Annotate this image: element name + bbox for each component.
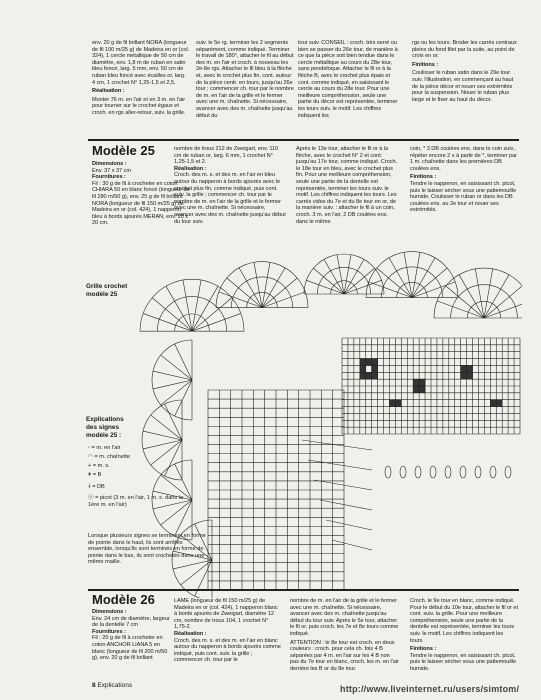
model25-realisation-heading: Réalisation : — [174, 165, 207, 172]
legend-text-b: = B — [92, 472, 102, 478]
top-col4-heading: Finitions : — [412, 61, 439, 68]
chart-picot — [490, 466, 496, 478]
legend-note: Lorsque plusieurs signes se terminent en forme de pointe dans le haut, ils sont arrêtés ensemble, lorsqu'ils sont terminés en forme de pointe dans le bas, ils sont crochetés dans une même maille. — [88, 533, 206, 566]
chain-symbol-icon: ◦ — [88, 445, 92, 451]
chart-filled-square — [413, 386, 419, 393]
page-number: 8 — [92, 682, 96, 689]
top-col-3 — [298, 40, 400, 121]
chart-fan-arc — [467, 301, 500, 318]
model26-supplies-heading: Fournitures : — [92, 628, 126, 635]
model25-col-2 — [174, 146, 286, 227]
chart-fan-stitch — [175, 500, 192, 536]
chart-filled-square — [372, 365, 378, 372]
chart-fan-stitch — [219, 292, 262, 308]
model26-col-1 — [92, 609, 174, 664]
chart-fan-arc — [304, 254, 384, 294]
chart-fan-stitch — [344, 280, 382, 294]
legend-text-picot: = picot (3 m. en l'air, 1 m. s. dans la 1ère m. en l'air) — [88, 495, 184, 508]
chart-fan-stitch — [437, 301, 484, 318]
chart-fan-arc — [175, 314, 210, 331]
model26-col4-p1: Croch. le 9e tour en blanc, comme indiqué. Pour le début du 10e tour, attacher le fil or et cont. suiv. la grille. Pour une meilleure compréhension, seule une partie de la dentelle est représentée, terminer les tours suiv. le motif. Les chiffres indiquent les tours. — [410, 598, 518, 644]
model26-col4-p2: Tendre le napperon, en saisissant ch. picot, puis le laisser sécher sous une pattemouille humide. — [410, 652, 517, 672]
page-footer — [92, 682, 132, 689]
grid-title-line2: modèle 25 — [86, 291, 118, 298]
model25-col-3 — [296, 146, 400, 227]
double-treble-symbol-icon: ⸸ — [88, 484, 93, 490]
section-divider-1 — [88, 139, 519, 141]
chart-picot — [505, 466, 511, 478]
chart-fan-arc — [142, 400, 182, 480]
model25-dimensions-heading: Dimensions : — [92, 161, 127, 167]
top-col3-p1: tour suiv. CONSEIL : croch. très serré ou bien se passer du 26e tour, de manière à ce que la pièce soit bien tendue dans le cercle métallique au cours du 28e tour, sans pendeloque. Attacher le fil or à la flèche B, avec le crochet plus épais et cont. comme indiqué, en saisissant le cercle au cours du 28e tour. Pour une meilleure compréhension, seule une partie du décor est représentée, terminer les tours suiv. le motif. Les chiffres indiquent les — [298, 40, 398, 119]
top-col4-p1: rgs ou les tours. Broder les carrés centraux pleins du fond filet par la suite, au point de croix en or. — [412, 40, 517, 60]
model25-title: Modèle 25 — [92, 143, 155, 158]
chart-picot — [415, 466, 421, 478]
model25-dimensions: Env. 37 x 37 cm — [92, 167, 131, 174]
chart-filled-square — [366, 359, 372, 366]
model26-realisation-heading: Réalisation : — [174, 630, 207, 637]
model26-finitions-heading: Finitions : — [410, 646, 437, 653]
legend-title-line1: Explications — [86, 416, 124, 423]
model26-supplies: Fil : 20 g de fil à crocheter en coton ANCHOR LIANA 5 en blanc (longueur de fil 200 m/50 g), env. 20 g de fil brillant — [92, 635, 168, 662]
top-col-2 — [196, 40, 294, 121]
top-col4-p2: Coulisser le ruban satin dans le 29e tour suiv. l'illustration, en commençant au haut de la pièce décor et nouer ses extrémités pour la suspension. Nouer le ruban plus large et le fixer au haut du décor. — [412, 70, 514, 103]
legend-text-sc: = m. s. — [92, 463, 110, 469]
chart-fan-stitch — [195, 560, 212, 596]
model25-col3-p1: Après le 13e tour, attacher le fil or à la flèche, avec le crochet N° 2 et cont. jusqu'au 17e tour, comme indiqué. Croch. le 18e tour en bleu, avec le crochet plus fin. Pour une meilleure compréhension, seule une partie de la dentelle est représentée, terminer les tours suiv. le motif. Les chiffres indiquent les tours. Les carrés vides du 7e et du 8e tour en or, de la manière suiv. : attacher le fil à un coin, croch. 3 m. en l'air, 2 DB coulées ens. dans le même — [296, 146, 398, 225]
chart-filled-square — [372, 359, 378, 366]
chart-filled-square — [461, 365, 467, 372]
section-name: Explications — [97, 682, 133, 689]
model25-col4-p1: coin, * 3 DB coulées ens. dans le coin suiv., répéter encore 2 x à partir de *, terminer par 1 m. chaînette dans les premières DB coulées ens. — [410, 146, 517, 172]
chart-filled-square — [467, 372, 473, 379]
chart-picot — [445, 466, 451, 478]
model25-col4-p2: Tendre le napperon, en saisissant ch. picot, puis le laisser sécher sous une pattemouille humide. Coulisser le ruban or dans les DB coulées ens. au 2e tour et nouer ses extrémités. — [410, 180, 517, 214]
model25-supplies: Fil : 30 g de fil à crocheter en coton CHIARA 50 en blanc foncé (longueur de fil 280 m/50 g), env. 25 g de fil brillant NORA (longueur de fil 150 m/25 g) de Madeira en or (col. 424), 1 napperon bleu à bords ajourés MERAN, env. 20 x 20 cm. — [92, 180, 190, 227]
chart-fan-stitch — [175, 464, 192, 500]
model26-title: Modèle 26 — [92, 592, 155, 607]
legend-title-line3: modèle 25 : — [86, 432, 122, 439]
top-col-4 — [412, 40, 518, 105]
model25-col-4 — [410, 146, 518, 216]
section-divider-2 — [88, 589, 519, 591]
chart-chain-line — [332, 540, 372, 550]
chart-fan-stitch — [262, 292, 305, 308]
model26-dimensions-heading: Dimensions : — [92, 609, 127, 615]
source-url: http://www.liveinternet.ru/users/simtom/ — [340, 684, 520, 694]
chart-fan-arc — [216, 262, 308, 308]
chart-fan-stitch — [143, 313, 192, 331]
chart-fan-arc — [140, 279, 244, 331]
chart-filled-square — [419, 379, 425, 386]
chart-filled-square — [467, 365, 473, 372]
chart-chain-line — [320, 500, 372, 510]
chart-fan-arc — [331, 281, 358, 294]
top-col-1 — [92, 40, 190, 119]
chart-filled-square — [419, 386, 425, 393]
chart-picot — [400, 466, 406, 478]
model26-col-3 — [290, 598, 400, 675]
legend-title-line2: des signes — [86, 424, 120, 431]
chart-picot — [385, 466, 391, 478]
chart-filled-square — [366, 372, 372, 379]
model26-dimensions: Env. 24 cm de diamètre, largeur de la dentelle 7 cm — [92, 615, 170, 629]
chart-filled-square — [496, 400, 502, 407]
chart-fan-stitch — [192, 313, 241, 331]
model26-col3-p1: nombre de m. en l'air de la grille et le fermer avec une m. chaînette. Si nécessaire, avancer avec des m. chaînette jusqu'au début du tour suiv. Après le 5e tour, attacher le fil or, puis croch. les 7e et 8e tours comme indiqué. — [290, 598, 399, 637]
single-crochet-symbol-icon: + — [88, 463, 93, 469]
chart-fan-stitch — [369, 282, 412, 298]
chart-filled-square — [372, 372, 378, 379]
model26-col-4 — [410, 598, 518, 675]
chart-fan-arc — [366, 252, 458, 298]
chart-chain-line — [302, 440, 372, 450]
chart-filled-square — [413, 379, 419, 386]
chart-fan-stitch — [165, 404, 182, 440]
slip-stitch-symbol-icon: ◠ — [88, 454, 95, 460]
model26-col3-p2: ATTENTION : le 8e tour est croch. en deux couleurs : croch. pour cela ch. fois 4 B séparées par 4 m. en l'air sur les 4 B non pas du 7e tour en blanc, croch. les m. en l'air derrière les B or du 8e tour. — [290, 639, 399, 672]
chart-filled-square — [461, 372, 467, 379]
chart-fan-arc — [397, 282, 428, 297]
chart-fan-stitch — [175, 344, 192, 380]
grid-title-line1: Grille crochet — [86, 283, 128, 290]
chart-picot — [430, 466, 436, 478]
chart-filled-square — [360, 365, 366, 372]
chart-fan-stitch — [412, 282, 455, 298]
model26-col2-p2: Croch. des m. s. et des m. en l'air en blanc autour du napperon à bords ajourés comme indiqué, puis cont. suiv. la grille ; commencer ch. tour par le — [174, 637, 281, 664]
model25-col2-p1: nombre de trous 212 de Zweigart, env. 110 cm de ruban or, larg. 6 mm, 1 crochet N° 1,25-1,5 et 2. — [174, 146, 279, 166]
chart-filled-square — [360, 359, 366, 366]
top-col1-p2: Monter 76 m. en l'air et en 3 m. en l'air pour tourner sur le crochet égaux et croch. en rgs aller-retour, suiv. la grille. — [92, 96, 186, 116]
legend-text-chain: = m. en l'air — [91, 445, 121, 451]
crochet-chart — [112, 240, 522, 598]
model26-col-2 — [174, 598, 282, 666]
chart-fan-arc — [247, 292, 278, 307]
top-col1-p1: env. 20 g de fil brillant NORA (longueur de fil 100 m/25 g) de Madeira en or (col. 324), 1 cercle métallique de 50 cm de diamètre, env. 1,8 m de ruban en satin bleu foncé, larg. 5 mm, env. 50 cm de ruban bleu foncé avec écailles or, larg. 4 cm, 1 crochet N° 1,25-1,5 et 2,5. — [92, 40, 190, 86]
chart-filled-square — [360, 372, 366, 379]
chart-filled-square — [395, 400, 401, 407]
model25-col2-p2: Croch. des m. s. et des m. en l'air en bleu autour du napperon à bords ajourés avec le crochet plus fin, comme indiqué, puis cont. suiv. la grille ; commencer ch. tour par le nombre de m. en l'air de la grille et le fermer avec une m. chaînette. Si nécessaire, avancer avec des m. chaînette jusqu'au début du tour suiv. — [174, 172, 286, 225]
chart-fan-stitch — [306, 280, 344, 294]
chart-fan-stitch — [195, 524, 212, 560]
top-col1-heading: Réalisation : — [92, 88, 125, 95]
model25-supplies-heading: Fournitures : — [92, 174, 126, 181]
legend-text-db: = DB — [92, 484, 105, 490]
chart-picot — [460, 466, 466, 478]
chart-picot — [475, 466, 481, 478]
picot-symbol-icon: ⓞ — [88, 495, 96, 501]
chart-filled-square — [389, 400, 395, 407]
chart-fan-stitch — [175, 380, 192, 416]
top-col2-p1: suiv. le 5e rg. terminer les 2 segments séparément, comme indiqué. Terminer le travail de 180°, attacher le fil au début des m. en l'air et croch. à nouveau les 2e-8e rgs. Attacher le fil bleu à la flèche et, avec le crochet plus fin, cont. autour de la pièce centr. en tours, jusqu'au 26e tour ; commencer ch. tour par le nombre de m. en l'air de la grille et le fermer avec une m. chaînette. Si nécessaire, avancer avec des m. chaînette jusqu'au début du — [196, 40, 294, 119]
chart-chain-line — [308, 460, 372, 470]
chart-chain-line — [314, 480, 372, 490]
legend-text-slip: = m. chaînette — [94, 454, 131, 460]
chart-filled-square — [490, 400, 496, 407]
chart-fan-stitch — [165, 440, 182, 476]
model25-finitions-heading: Finitions : — [410, 174, 437, 181]
model26-col2-p1: LAME (longueur de fil 150 m/25 g) de Madeira en or (col. 424), 1 napperon blanc à bords ajourés de Zweigart, diamètre 12 cm, nombre de trous 104, 1 crochet N° 1,75-2. — [174, 598, 278, 631]
treble-symbol-icon: ǂ — [88, 472, 93, 478]
